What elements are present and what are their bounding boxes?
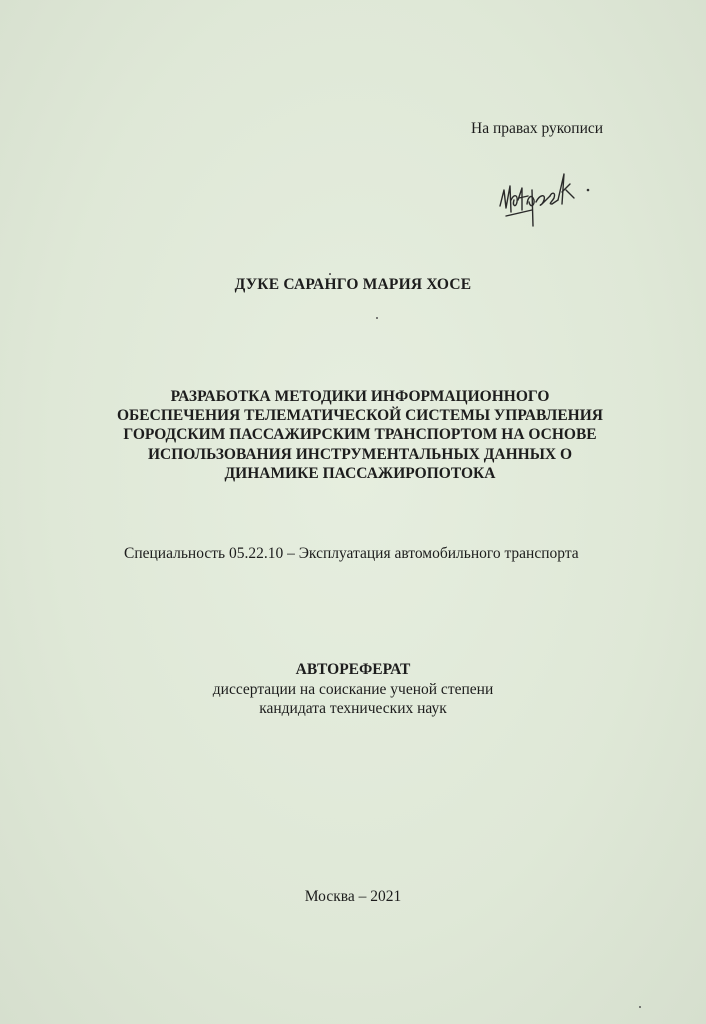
dissertation-title — [60, 387, 660, 483]
paper-speck — [329, 273, 331, 275]
author-signature — [492, 160, 602, 232]
document-subtitle-line: диссертации на соискание ученой степени — [212, 681, 494, 698]
paper-speck — [639, 1006, 641, 1008]
manuscript-rights-note: На правах рукописи — [471, 120, 604, 137]
title-line: ОБЕСПЕЧЕНИЯ ТЕЛЕМАТИЧЕСКОЙ СИСТЕМЫ УПРАВЛЕНИЯ — [117, 407, 603, 425]
title-line: РАЗРАБОТКА МЕТОДИКИ ИНФОРМАЦИОННОГО — [170, 388, 550, 405]
document-subtitle — [0, 680, 706, 718]
place-and-year: Москва – 2021 — [304, 888, 402, 905]
author-name: ДУКЕ САРАНГО МАРИЯ ХОСЕ — [234, 276, 472, 293]
document-subtitle-line: кандидата технических наук — [259, 700, 447, 717]
specialty-line: Специальность 05.22.10 – Эксплуатация автомобильного транспорта — [124, 545, 579, 562]
title-line: ГОРОДСКИМ ПАССАЖИРСКИМ ТРАНСПОРТОМ НА ОСНОВЕ — [123, 426, 597, 444]
document-type: АВТОРЕФЕРАТ — [295, 661, 411, 678]
title-line: ДИНАМИКЕ ПАССАЖИРОПОТОКА — [224, 464, 496, 482]
title-line: ИСПОЛЬЗОВАНИЯ ИНСТРУМЕНТАЛЬНЫХ ДАННЫХ О — [147, 445, 573, 463]
paper-speck — [376, 317, 378, 319]
